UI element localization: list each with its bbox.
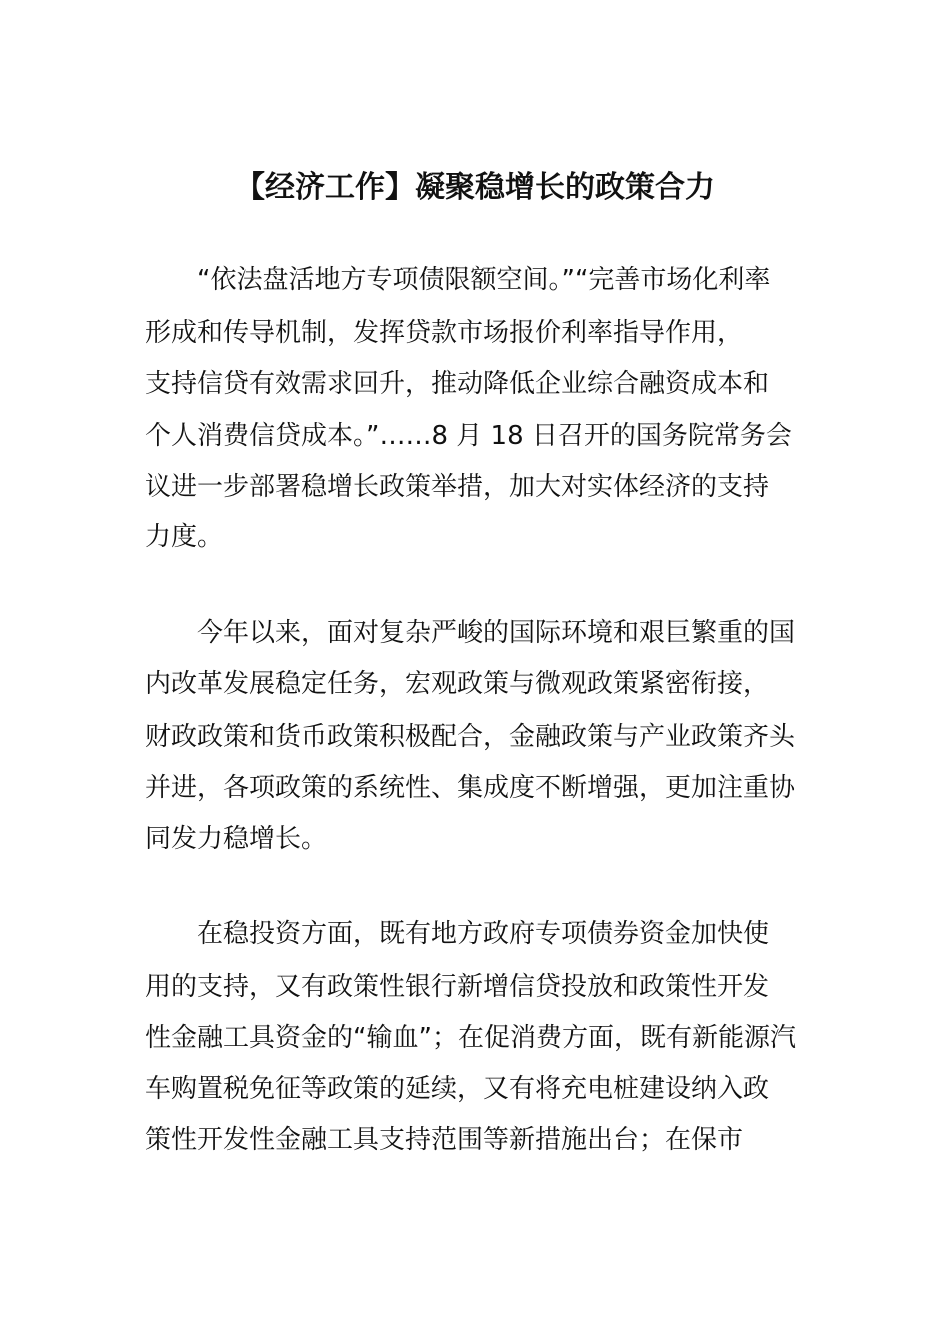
paragraph-2-line-2: 内改革发展稳定任务，宏观政策与微观政策紧密衔接， <box>145 669 770 699</box>
paragraph-2-line-3: 财政政策和货币政策积极配合，金融政策与产业政策齐头 <box>145 722 796 752</box>
paragraph-3-line-2: 用的支持，又有政策性银行新增信贷投放和政策性开发 <box>145 972 770 1002</box>
paragraph-3-line-3: 性金融工具资金的“输血”；在促消费方面，既有新能源汽 <box>145 1023 796 1053</box>
paragraph-3-line-5: 策性开发性金融工具支持范围等新措施出台；在保市 <box>145 1125 744 1155</box>
paragraph-2-line-5: 同发力稳增长。 <box>145 824 328 854</box>
paragraph-2-line-1: 今年以来，面对复杂严峻的国际环境和艰巨繁重的国 <box>197 618 796 648</box>
paragraph-1-line-1: “依法盘活地方专项债限额空间。”“完善市场化利率 <box>197 265 771 295</box>
paragraph-1-line-5: 议进一步部署稳增长政策举措，加大对实体经济的支持 <box>145 472 770 502</box>
paragraph-2-line-4: 并进，各项政策的系统性、集成度不断增强，更加注重协 <box>145 773 796 803</box>
paragraph-3-line-1: 在稳投资方面，既有地方政府专项债券资金加快使 <box>197 919 770 949</box>
paragraph-3-line-4: 车购置税免征等政策的延续，又有将充电桩建设纳入政 <box>145 1074 770 1104</box>
paragraph-1-line-6: 力度。 <box>145 522 224 552</box>
paragraph-1-line-3: 支持信贷有效需求回升，推动降低企业综合融资成本和 <box>145 369 770 399</box>
paragraph-1-line-4: 个人消费信贷成本。”……8 月 18 日召开的国务院常务会 <box>145 421 792 451</box>
document-title: 【经济工作】凝聚稳增长的政策合力 <box>235 170 715 205</box>
paragraph-1-line-2: 形成和传导机制，发挥贷款市场报价利率指导作用， <box>145 318 744 348</box>
